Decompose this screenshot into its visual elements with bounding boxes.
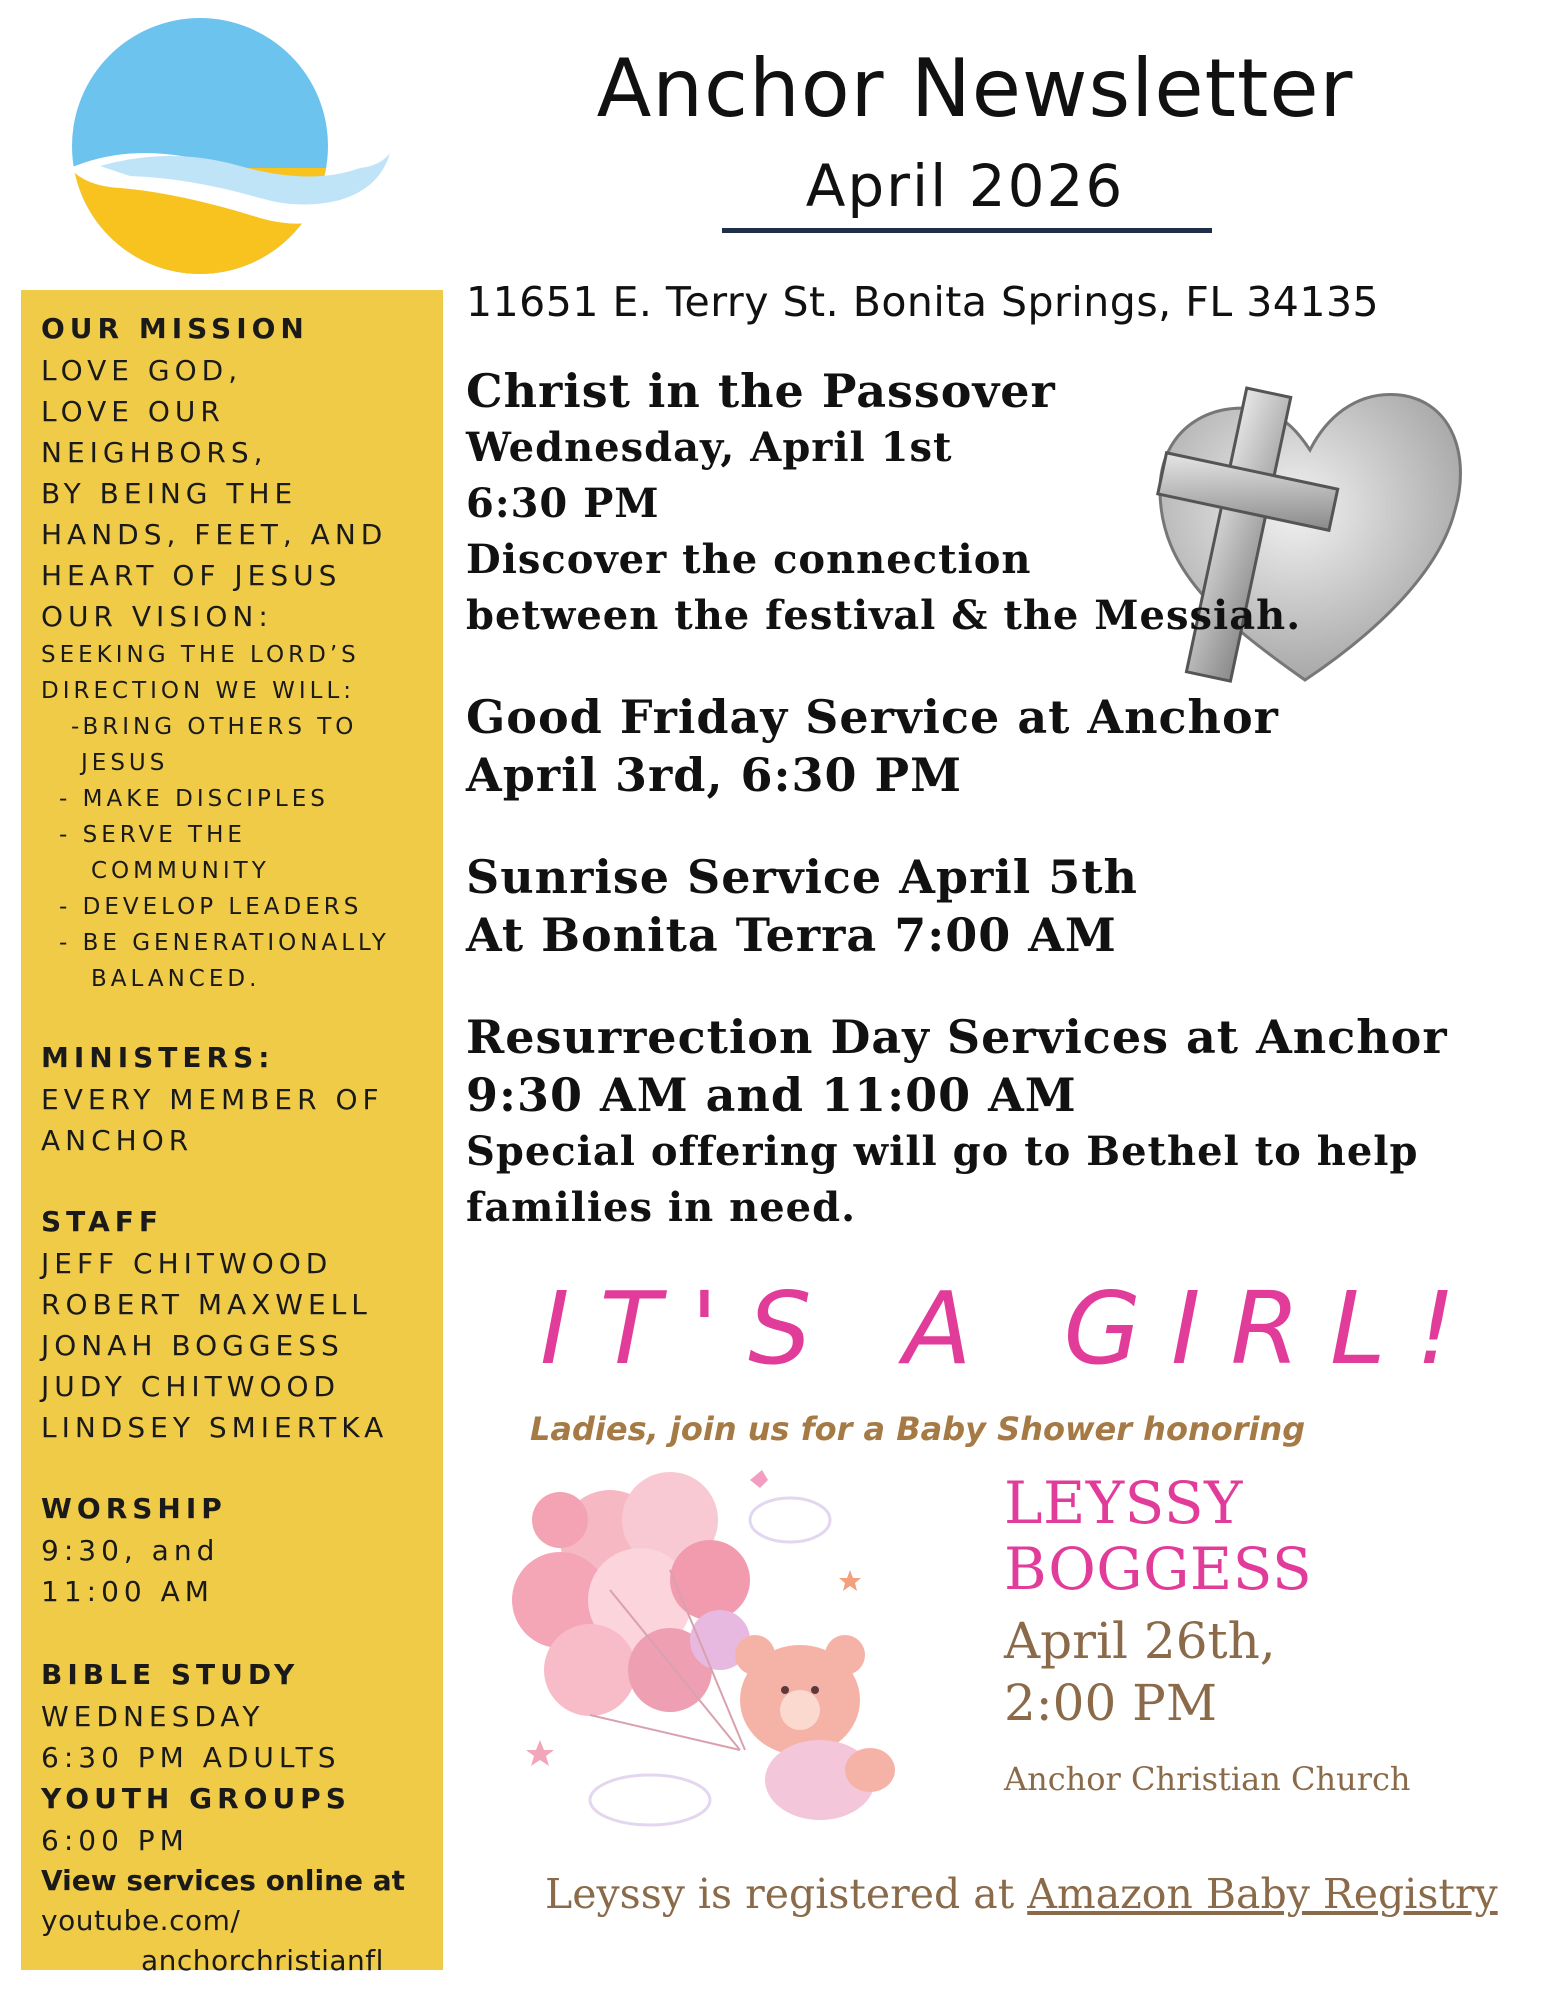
registry-prefix: Leyssy is registered at [545,1870,1028,1918]
staff-member: JONAH BOGGESS [41,1329,344,1362]
bible-study-line: WEDNESDAY [41,1700,265,1733]
sidebar [21,290,443,1977]
ministers-line: ANCHOR [41,1124,194,1157]
shower-invite: Ladies, join us for a Baby Shower honoring [530,1410,1306,1448]
vision-line: JESUS [81,750,169,776]
shower-date: April 26th, [1004,1612,1276,1670]
vision-line: -BRING OTHERS TO [71,714,358,740]
worship-heading: WORSHIP [41,1492,227,1525]
vision-line: - MAKE DISCIPLES [59,786,329,812]
mission-line: HEART OF JESUS [41,559,342,592]
registry-line [545,1870,1498,1918]
bible-study-heading: BIBLE STUDY [41,1658,300,1691]
shower-time: 2:00 PM [1004,1674,1218,1732]
staff-member: ROBERT MAXWELL [41,1288,372,1321]
mission-line: BY BEING THE [41,477,298,510]
vision-line: BALANCED. [91,966,261,992]
event-title: Christ in the Passover [466,364,1056,418]
honoree-last-name: BOGGESS [1004,1535,1313,1603]
honoree-first-name: LEYSSY [1004,1469,1243,1537]
youth-groups-heading: YOUTH GROUPS [41,1782,351,1815]
mission-line: NEIGHBORS, [41,436,268,469]
mission-line: HANDS, FEET, AND [41,518,388,551]
shower-place: Anchor Christian Church [1004,1760,1411,1798]
vision-line: - BE GENERATIONALLY [59,930,390,956]
vision-line: COMMUNITY [91,858,270,884]
event-title: Resurrection Day Services at Anchor [466,1010,1448,1064]
staff-member: LINDSEY SMIERTKA [41,1411,389,1444]
vision-line: - SERVE THE [59,822,246,848]
event-desc: Discover the connection [466,536,1032,583]
church-address: 11651 E. Terry St. Bonita Springs, FL 34135 [466,278,1380,326]
event-time: 6:30 PM [466,480,660,527]
event-date: Wednesday, April 1st [466,424,953,471]
teddy-bear-balloons-illustration [500,1460,1000,1840]
its-a-girl-headline: IT'S A GIRL! [540,1270,1486,1387]
vision-line: - DEVELOP LEADERS [59,894,363,920]
newsletter-month: April 2026 [805,152,1125,220]
amazon-registry-link[interactable]: Amazon Baby Registry [1027,1870,1498,1918]
newsletter-title: Anchor Newsletter [596,42,1354,135]
vision-line: DIRECTION WE WILL: [41,678,356,704]
vision-line: SEEKING THE LORD’S [41,642,360,668]
mission-heading: OUR MISSION [41,312,309,345]
bible-study-line: 6:30 PM ADULTS [41,1741,341,1774]
event-note: Special offering will go to Bethel to help [466,1128,1419,1175]
worship-time: 9:30, and [41,1534,220,1567]
youth-groups-time: 6:00 PM [41,1824,189,1857]
vision-heading: OUR VISION: [41,600,273,633]
honoree-name [1004,1470,1312,1602]
shower-datetime [1004,1610,1276,1734]
event-title: Sunrise Service April 5th [466,850,1138,904]
online-url[interactable]: youtube.com/ [41,1904,241,1937]
staff-member: JEFF CHITWOOD [41,1247,333,1280]
event-title: Good Friday Service at Anchor [466,690,1279,744]
mission-line: LOVE OUR [41,395,225,428]
staff-member: JUDY CHITWOOD [41,1370,341,1403]
events-section [466,362,1448,1236]
event-desc: between the festival & the Messiah. [466,592,1302,639]
ministers-line: EVERY MEMBER OF [41,1083,384,1116]
online-url[interactable]: anchorchristianfl [141,1944,384,1977]
anchor-logo [60,18,400,288]
worship-time: 11:00 AM [41,1575,214,1608]
event-where: At Bonita Terra 7:00 AM [466,908,1117,962]
event-times: 9:30 AM and 11:00 AM [466,1068,1077,1122]
title-underline [722,228,1212,233]
event-when: April 3rd, 6:30 PM [466,748,963,802]
staff-heading: STAFF [41,1205,164,1238]
event-note: families in need. [466,1184,857,1231]
ministers-heading: MINISTERS: [41,1041,275,1074]
online-heading: View services online at [41,1864,406,1897]
mission-line: LOVE GOD, [41,354,243,387]
